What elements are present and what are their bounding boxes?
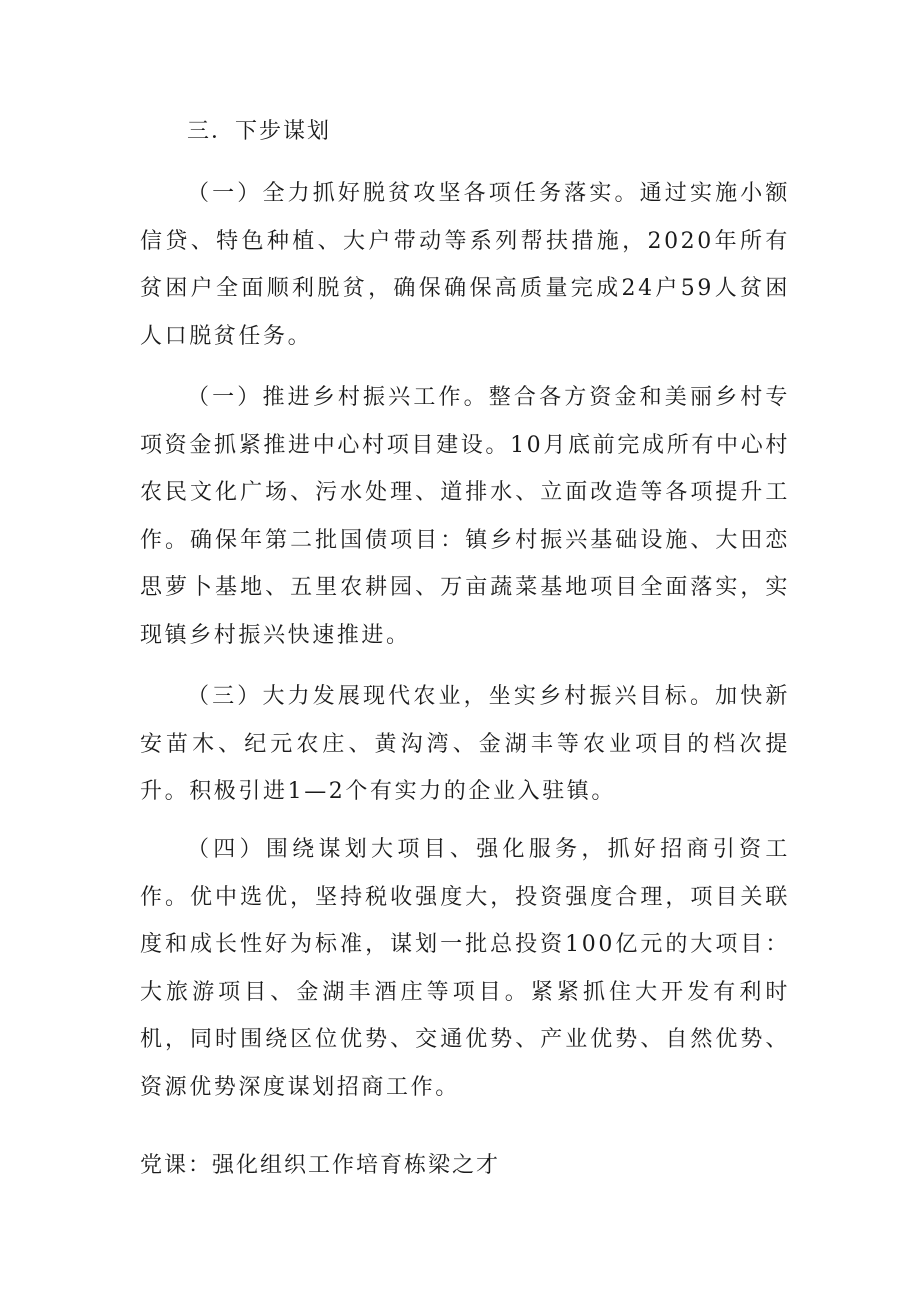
paragraph-poverty-alleviation: （一）全力抓好脱贫攻坚各项任务落实。通过实施小额信贷、特色种植、大户带动等系列帮扶措施，2020年所有贫困户全面顺利脱贫，确保确保高质量完成24户59人贫困人口脱贫任务。 [140,181,790,349]
section-heading: 三．下步谋划 [187,119,332,144]
paragraph-investment-attraction: （四）围绕谋划大项目、强化服务，抓好招商引资工作。优中选优，坚持税收强度大，投资强度合理，项目关联度和成长性好为标准，谋划一批总投资100亿元的大项目：大旅游项目、金湖丰酒庄等项目。紧紧抓住大开发有利时机，同时围绕区位优势、交通优势、产业优势、自然优势、资源优势深度谋划招商工作。 [140,837,790,1100]
party-lecture-title: 党课：强化组织工作培育栋梁之才 [140,1153,501,1178]
paragraph-modern-agriculture: （三）大力发展现代农业，坐实乡村振兴目标。加快新安苗木、纪元农庄、黄沟湾、金湖丰等农业项目的档次提升。积极引进1—2个有实力的企业入驻镇。 [140,684,790,804]
paragraph-rural-revitalization: （一）推进乡村振兴工作。整合各方资金和美丽乡村专项资金抓紧推进中心村项目建设。10月底前完成所有中心村农民文化广场、污水处理、道排水、立面改造等各项提升工作。确保年第二批国债项目：镇乡村振兴基础设施、大田恋思萝卜基地、五里农耕园、万亩蔬菜基地项目全面落实，实现镇乡村振兴快速推进。 [140,385,790,648]
